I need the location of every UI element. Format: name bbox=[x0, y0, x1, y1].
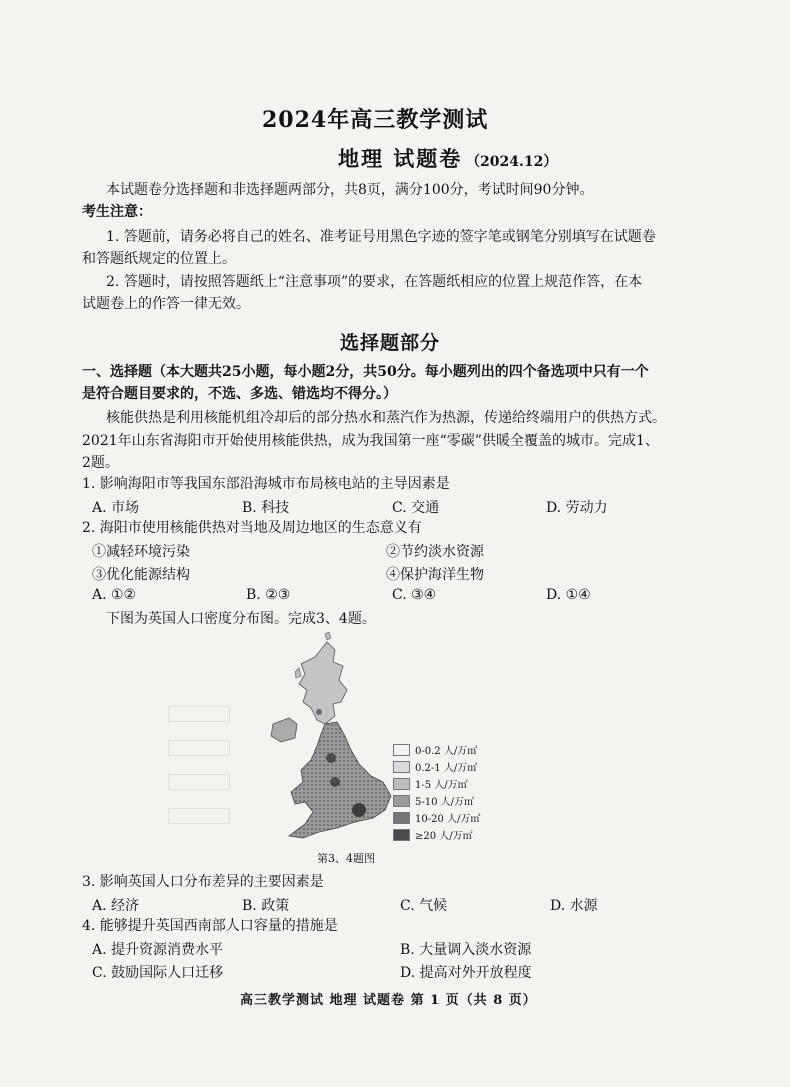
notice-1-line-1: 1. 答题前，请务必将自己的姓名、准考证号用黑色字迹的签字笔或钢笔分别填写在试题卷 bbox=[106, 229, 656, 245]
notice-title: 考生注意： bbox=[82, 204, 152, 220]
passage-1-line-2: 2021年山东省海阳市开始使用核能供热，成为我国第一座“零碳”供暖全覆盖的城市。完成1、 bbox=[82, 433, 659, 449]
exam-title: 2024年高三教学测试 bbox=[262, 107, 489, 133]
question-2-statement-2: ②节约淡水资源 bbox=[386, 544, 484, 560]
question-1-stem: 1. 影响海阳市等我国东部沿海城市布局核电站的主导因素是 bbox=[82, 476, 450, 492]
question-1-option-d: D. 劳动力 bbox=[546, 500, 608, 516]
question-2-option-a: A. ①② bbox=[92, 587, 137, 603]
map-caption: 第3、4题图 bbox=[317, 852, 375, 865]
section-instruction-line-2: 是符合题目要求的，不选、多选、错选均不得分。） bbox=[82, 386, 397, 402]
exam-date: （2024.12） bbox=[466, 154, 558, 170]
uk-population-density-map bbox=[255, 632, 415, 850]
scotland-region bbox=[299, 642, 347, 724]
england-wales-region bbox=[289, 722, 391, 838]
passage-2: 下图为英国人口密度分布图。完成3、4题。 bbox=[106, 611, 376, 627]
question-2-stem: 2. 海阳市使用核能供热对当地及周边地区的生态意义有 bbox=[82, 520, 422, 536]
question-4-option-c: C. 鼓励国际人口迁移 bbox=[92, 965, 224, 981]
notice-2-line-1: 2. 答题时，请按照答题纸上“注意事项”的要求，在答题纸相应的位置上规范作答，在本 bbox=[106, 274, 643, 290]
question-4-option-b: B. 大量调入淡水资源 bbox=[400, 942, 532, 958]
question-1-option-c: C. 交通 bbox=[392, 500, 440, 516]
section-instruction-line-1: 一、选择题（本大题共25小题，每小题2分，共50分。每小题列出的四个备选项中只有一个 bbox=[82, 364, 649, 380]
question-3-stem: 3. 影响英国人口分布差异的主要因素是 bbox=[82, 874, 324, 890]
question-2-option-b: B. ②③ bbox=[246, 587, 291, 603]
legend-item bbox=[393, 826, 480, 843]
midlands-area bbox=[330, 777, 340, 787]
legend-item bbox=[393, 792, 480, 809]
legend-swatch bbox=[393, 761, 410, 773]
question-3-option-a: A. 经济 bbox=[92, 898, 140, 914]
question-4-option-a: A. 提升资源消费水平 bbox=[92, 942, 224, 958]
map-legend bbox=[393, 741, 480, 843]
hebrides-islands bbox=[295, 668, 301, 678]
legend-label: ≥20 人/万㎡ bbox=[415, 831, 473, 842]
question-3-option-d: D. 水源 bbox=[550, 898, 598, 914]
intro-line: 本试题卷分选择题和非选择题两部分，共8页，满分100分，考试时间90分钟。 bbox=[106, 182, 594, 198]
legend-swatch bbox=[393, 829, 410, 841]
question-2-option-d: D. ①④ bbox=[546, 587, 591, 603]
question-1-option-a: A. 市场 bbox=[92, 500, 140, 516]
legend-swatch bbox=[393, 812, 410, 824]
question-2-statement-1: ①减轻环境污染 bbox=[92, 544, 190, 560]
legend-item bbox=[393, 758, 480, 775]
central-belt-area bbox=[316, 709, 322, 715]
legend-swatch bbox=[393, 795, 410, 807]
london-area bbox=[352, 803, 366, 817]
notice-1-line-2: 和答题纸规定的位置上。 bbox=[82, 251, 236, 267]
legend-swatch bbox=[393, 744, 410, 756]
northern-ireland-region bbox=[271, 718, 297, 742]
legend-item bbox=[393, 809, 480, 826]
legend-label: 10-20 人/万㎡ bbox=[415, 814, 481, 825]
question-2-statement-3: ③优化能源结构 bbox=[92, 567, 190, 583]
shetland-islands bbox=[325, 632, 331, 640]
legend-label: 1-5 人/万㎡ bbox=[415, 780, 468, 791]
legend-label: 0-0.2 人/万㎡ bbox=[415, 746, 478, 757]
passage-1-line-3: 2题。 bbox=[82, 455, 119, 471]
legend-label: 5-10 人/万㎡ bbox=[415, 797, 475, 808]
passage-1-line-1: 核能供热是利用核能机组冷却后的部分热水和蒸汽作为热源，传递给终端用户的供热方式。 bbox=[106, 410, 666, 426]
north-west-area bbox=[326, 753, 336, 763]
page-footer: 高三教学测试 地理 试题卷 第 1 页（共 8 页） bbox=[240, 993, 537, 1008]
question-4-option-d: D. 提高对外开放程度 bbox=[400, 965, 532, 981]
legend-item bbox=[393, 741, 480, 758]
question-2-option-c: C. ③④ bbox=[392, 587, 437, 603]
bleed-through-area bbox=[148, 700, 238, 840]
notice-2-line-2: 试题卷上的作答一律无效。 bbox=[82, 296, 250, 312]
question-3-option-c: C. 气候 bbox=[400, 898, 448, 914]
question-3-option-b: B. 政策 bbox=[242, 898, 290, 914]
question-4-stem: 4. 能够提升英国西南部人口容量的措施是 bbox=[82, 918, 338, 934]
legend-swatch bbox=[393, 778, 410, 790]
legend-label: 0.2-1 人/万㎡ bbox=[415, 763, 478, 774]
question-1-option-b: B. 科技 bbox=[242, 500, 290, 516]
section-title: 选择题部分 bbox=[340, 332, 441, 354]
question-2-statement-4: ④保护海洋生物 bbox=[386, 567, 484, 583]
legend-item bbox=[393, 775, 480, 792]
exam-subtitle: 地理 试题卷 bbox=[338, 146, 463, 171]
